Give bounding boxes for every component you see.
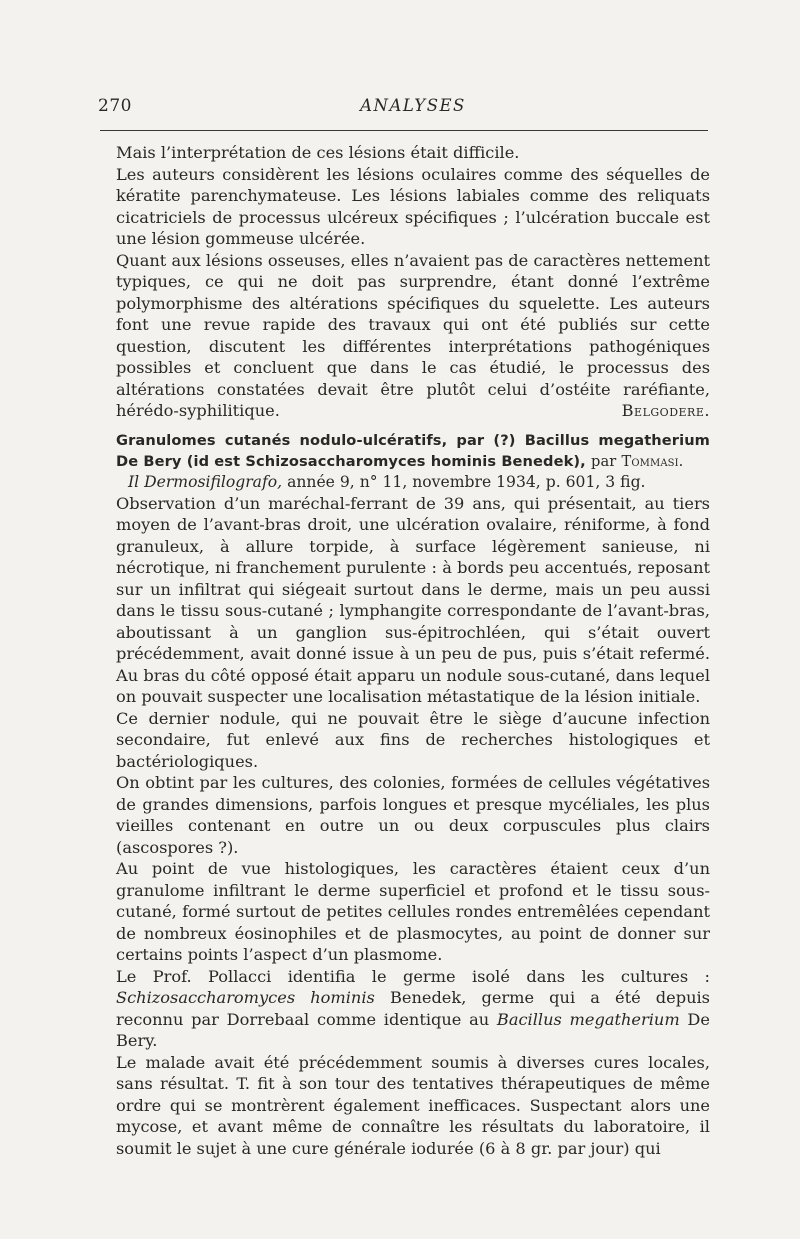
- paragraph: Le malade avait été précédemment soumis à diverses cures locales, sans résultat. T. fit à son tour des tentatives thérapeutiques de même ordre qui se montrèrent également inefficaces. Suspectant alors une mycose, et avant même de connaître les résultats du laboratoire, il soumit le sujet à une cure générale iodurée (6 à 8 gr. par jour) qui: [116, 1052, 710, 1158]
- journal-name: Il Dermosifilografo,: [128, 472, 283, 491]
- page-body: [116, 142, 710, 1159]
- paragraph: Mais l’interprétation de ces lésions était difficile.: [116, 143, 520, 162]
- entry-title: [116, 430, 710, 472]
- paragraph-text: Quant aux lésions osseuses, elles n’avaient pas de caractères nettement typiques, ce qui ne doit pas surprendre, étant donné l’extrême polymorphisme des altérations spécifiques du squelette. Les auteurs font une revue rapide des travaux qui ont été publiés sur cette question, discutent les différentes interprétations pathogéniques possibles et concluent que dans le cas étudié, le processus des altérations constatées devait être plutôt celui d’ostéite raréfiante, hérédo-syphilitique.: [116, 250, 710, 420]
- entry-par: par: [591, 452, 617, 470]
- paragraph-text: Le Prof. Pollacci identifia le germe isolé dans les cultures :: [116, 966, 710, 986]
- paragraph-text: De Bery.: [116, 1009, 710, 1050]
- paragraph: Observation d’un maréchal-ferrant de 39 ans, qui présentait, au tiers moyen de l’avant-bras droit, une ulcération ovalaire, réniforme, à fond granuleux, à allure torpide, à surface légèrement sanieuse, ni nécrotique, ni franchement purulente : à bords peu accentués, reposant sur un infiltrat qui siégeait surtout dans le derme, mais un peu aussi dans le tissu sous-cutané ; lymphangite correspondante de l’avant-bras, aboutissant à un ganglion sus-épitrochléen, qui s’était ouvert précédemment, avait donné issue à un peu de pus, puis s’était refermé. Au bras du côté opposé était apparu un nodule sous-cutané, dans lequel on pouvait suspecter une localisation métastatique de la lésion initiale.: [116, 493, 710, 706]
- paragraph: [116, 966, 710, 1052]
- paragraph: [116, 250, 710, 422]
- paragraph: Au point de vue histologiques, les caractères étaient ceux d’un granulome infiltrant le derme superficiel et profond et le tissu sous-cutané, formé surtout de petites cellules rondes entremêlées cependant de nombreux éosinophiles et de plasmocytes, au point de donner sur certains points l’aspect d’un plasmome.: [116, 859, 710, 964]
- paragraph-text: Benedek, germe qui a été depuis reconnu par Dorrebaal comme identique au: [116, 988, 710, 1029]
- paragraph: On obtint par les cultures, des colonies, formées de cellules végétatives de grandes dimensions, parfois longues et presque mycéliales, les plus vieilles contenant en outre un ou deux corpuscules plus clairs (ascospores ?).: [116, 773, 710, 857]
- reviewer-signature-wrap: [606, 400, 710, 422]
- entry-title-text: Granulomes cutanés nodulo-ulcératifs, par (?) Bacillus megatherium De Bery (id est Schizosaccharomyces hominis Benedek),: [116, 431, 710, 470]
- species-name: Schizosaccharomyces hominis: [116, 988, 375, 1007]
- species-name: Bacillus megatherium: [496, 1009, 680, 1029]
- citation-details: année 9, n° 11, novembre 1934, p. 601, 3 fig.: [287, 472, 646, 491]
- entry-citation: [116, 472, 710, 493]
- header-rule: [100, 130, 708, 131]
- running-head: [98, 96, 710, 122]
- page-number: 270: [98, 96, 132, 116]
- paragraph: Ce dernier nodule, qui ne pouvait être le siège d’aucune infection secondaire, fut enlevé aux fins de recherches histologiques et bactériologiques.: [116, 708, 710, 771]
- paragraph: Les auteurs considèrent les lésions oculaires comme des séquelles de kératite parenchymateuse. Les lésions labiales comme des reliquats cicatriciels de processus ulcéreux spécifiques ; l’ulcération buccale est une lésion gommeuse ulcérée.: [116, 164, 710, 248]
- running-title: ANALYSES: [360, 96, 466, 115]
- journal-page: [98, 96, 710, 1159]
- entry-author: Tommasi.: [621, 452, 684, 470]
- reviewer-signature: Belgodere.: [621, 401, 710, 420]
